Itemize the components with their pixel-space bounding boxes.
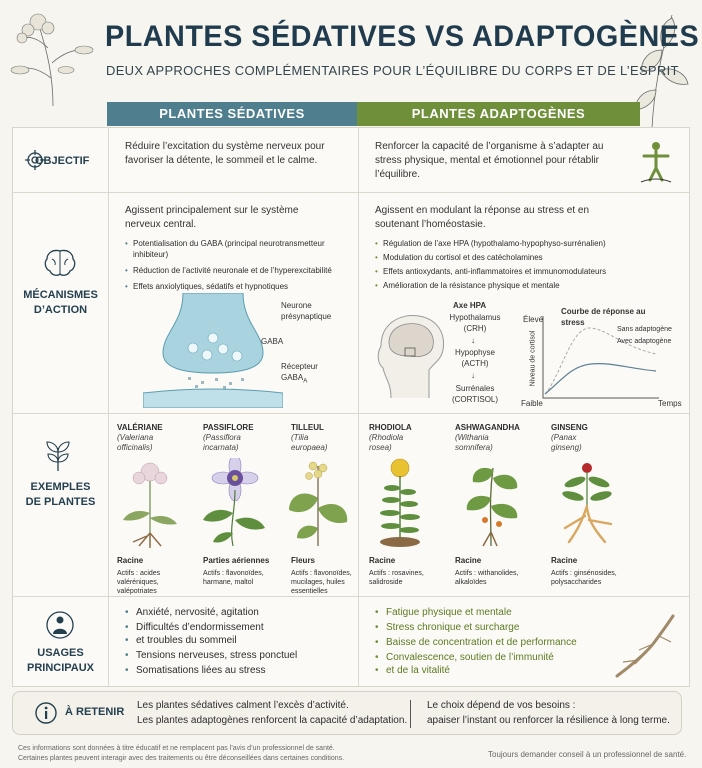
passiflore-illustration (199, 458, 271, 548)
tilleul-illustration (283, 458, 353, 548)
list-item: • Stress chronique et surcharge (375, 621, 615, 634)
curve-series-without: Sans adaptogène (617, 326, 672, 333)
objectif-adaptogen: Renforcer la capacité de l’organisme à s’adapter au stress physique, mental et émotionnel pour rétablir l’équilibre. (375, 141, 604, 180)
hpa-step-hypothalamus: Hypothalamus (CRH) (449, 313, 501, 333)
column-header-adaptogen: PLANTES ADAPTOGÈNES (357, 102, 640, 126)
mecanismes-adaptogen-list (375, 238, 645, 294)
rhodiola-illustration (365, 458, 435, 548)
root-illustration (609, 610, 681, 682)
arrow-down-icon: ↓ (471, 371, 475, 380)
balanced-person-icon (639, 140, 673, 184)
herb-illustration-left (8, 8, 98, 108)
column-header-sedative: PLANTES SÉDATIVES (107, 102, 357, 126)
footer-disclaimer: Ces informations sont données à titre éducatif et ne remplacent pas l’avis d’un professionnel de santé. Certaines plantes peuvent interagir avec des traitements ou être déconseillées dans certaines conditions. (18, 745, 345, 762)
plant-rhodiola-info: Racine Actifs : rosavines, salidroside (369, 556, 424, 586)
row-label-mecanismes: MÉCANISMES D’ACTION (23, 289, 98, 316)
plant-rhodiola: RHODIOLA (Rhodiola rosea) (369, 423, 412, 452)
plant-tilleul-info: Fleurs Actifs : flavonoïdes, mucilages, huiles essentielles (291, 556, 352, 595)
list-item: • Convalescence, soutien de l’immunité (375, 651, 615, 664)
hpa-step-surrenales: Surrénales (CORTISOL) (451, 384, 499, 404)
comparison-table (12, 127, 690, 687)
list-item: • Fatigue physique et mentale (375, 606, 615, 619)
valeriane-illustration (117, 458, 183, 548)
list-item: • Régulation de l’axe HPA (hypothalamo-hypophyso-surrénalien) (375, 238, 645, 249)
list-item: • et troubles du sommeil (125, 634, 345, 647)
list-item: • Difficultés d’endormissement (125, 621, 345, 634)
ginseng-illustration (547, 458, 627, 548)
mecanismes-sedative-intro: Agissent principalement sur le système nerveux central. (125, 205, 299, 230)
list-item: • Somatisations liées au stress (125, 664, 345, 677)
objectif-sedative: Réduire l’excitation du système nerveux pour favoriser la détente, le sommeil et le calme. (125, 141, 325, 166)
list-item: • Amélioration de la résistance physique et mentale (375, 280, 645, 291)
brain-icon (43, 248, 77, 278)
list-item: • Tensions nerveuses, stress ponctuel (125, 649, 345, 662)
list-item: • Baisse de concentration et de performance (375, 636, 615, 649)
page-title: PLANTES SÉDATIVES VS ADAPTOGÈNES (105, 20, 700, 53)
hpa-title: Axe HPA (453, 301, 487, 310)
page-subtitle: DEUX APPROCHES COMPLÉMENTAIRES POUR L’ÉQUILIBRE DU CORPS ET DE L’ESPRIT (106, 63, 679, 78)
mecanismes-sedative-list (125, 238, 345, 297)
label-recepteur: Récepteur $GABA_A$ (281, 362, 318, 385)
takeaway-label: À RETENIR (65, 706, 125, 718)
row-label-exemples: EXEMPLES DE PLANTES (25, 481, 96, 508)
arrow-down-icon: ↓ (471, 336, 475, 345)
takeaway-sedative: Les plantes sédatives calment l’excès d’activité. Les plantes adaptogènes renforcent la capacité d’adaptation. (137, 700, 408, 726)
list-item: • Effets anxiolytiques, sédatifs et hypnotiques (125, 281, 345, 292)
label-gaba: GABA (261, 337, 284, 346)
plant-valeriane-info: Racine Actifs : acides valéréniques, valépotriates (117, 556, 161, 595)
label-neurone: Neurone présynaptique (281, 301, 332, 321)
plant-ashwagandha: ASHWAGANDHA (Withania somnifera) (455, 423, 520, 452)
plant-ginseng-info: Racine Actifs : ginsénosides, polysaccharides (551, 556, 617, 586)
hpa-step-hypophyse: Hypophyse (ACTH) (454, 348, 496, 368)
key-takeaway-box (12, 691, 682, 735)
row-label-usages: USAGES PRINCIPAUX (26, 647, 95, 674)
curve-low: Faible (521, 399, 543, 408)
plant-passiflore: PASSIFLORE (Passiflora incarnata) (203, 423, 254, 452)
list-item: • Anxiété, nervosité, agitation (125, 606, 345, 619)
list-item: • Effets antioxydants, anti-inflammatoires et immunomodulateurs (375, 266, 645, 277)
info-icon (35, 702, 57, 724)
row-label-objectif: OBJECTIF (35, 155, 90, 167)
usages-sedative-list (125, 606, 345, 679)
mecanismes-adaptogen-intro: Agissent en modulant la réponse au stress et en soutenant l’homéostasie. (375, 205, 590, 230)
list-item: • et de la vitalité (375, 664, 615, 677)
curve-high: Élevé (523, 315, 544, 324)
head-brain-illustration (371, 308, 451, 403)
plant-sprout-icon (43, 438, 73, 472)
takeaway-choice: Le choix dépend de vos besoins : apaiser l’instant ou renforcer la résilience à long terme. (427, 700, 670, 726)
person-icon (45, 610, 75, 640)
plant-passiflore-info: Parties aériennes Actifs : flavonoïdes, harmane, maltol (203, 556, 270, 586)
plant-tilleul: TILLEUL (Tilia europaea) (291, 423, 328, 452)
curve-title: Courbe de réponse au stress (561, 307, 646, 327)
usages-adaptogen-list (375, 606, 615, 679)
list-item: • Modulation du cortisol et des catécholamines (375, 252, 645, 263)
ashwagandha-illustration (453, 458, 529, 548)
plant-valeriane: VALÉRIANE (Valeriana officinalis) (117, 423, 163, 452)
curve-series-with: Avec adaptogène (617, 338, 672, 345)
plant-ashwagandha-info: Racine Actifs : withanolides, alkaloïdes (455, 556, 519, 586)
list-item: • Potentialisation du GABA (principal neurotransmetteur inhibiteur) (125, 238, 345, 260)
plant-ginseng: GINSENG (Panax ginseng) (551, 423, 588, 452)
synapse-illustration (143, 293, 283, 408)
footer-advice: Toujours demander conseil à un professionnel de santé. (488, 750, 687, 759)
list-item: • Réduction de l’activité neuronale et de l’hyperexcitabilité (125, 265, 345, 276)
curve-xlabel: Temps (658, 399, 682, 408)
curve-ylabel: Niveau de cortisol (529, 330, 537, 387)
